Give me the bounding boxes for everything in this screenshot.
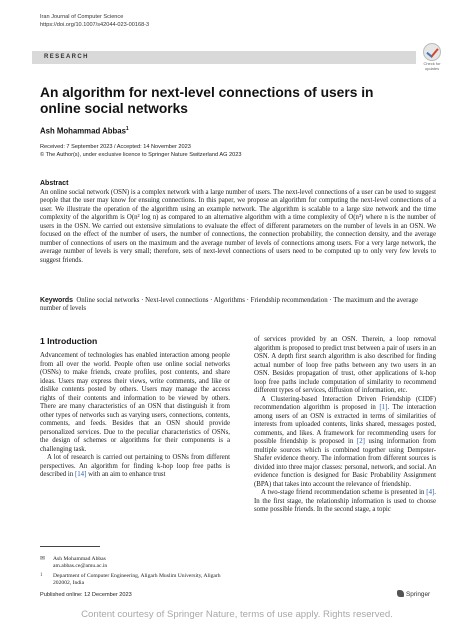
article-title: An algorithm for next-level connections of users in online social networks	[40, 85, 374, 116]
author-affil-marker: 1	[125, 126, 129, 132]
author-name-text: Ash Mohammad Abbas	[40, 126, 126, 136]
section-heading-introduction: 1 Introduction	[40, 336, 98, 346]
footnote-rule	[40, 546, 100, 547]
check-updates-label: Check for updates	[423, 61, 441, 71]
published-date: Published online: 12 December 2023	[40, 592, 132, 598]
author-email-link[interactable]: am.abbas.ce@amu.ac.in	[53, 562, 108, 569]
envelope-icon: ✉	[40, 556, 46, 562]
received-accepted: Received: 7 September 2023 / Accepted: 14 November 2023	[40, 144, 191, 150]
keywords-text: Online social networks · Next-level connections · Algorithms · Friendship recommendation · The maximum and the average number of levels	[40, 297, 418, 313]
citation-link[interactable]: [2]	[356, 438, 365, 445]
corresponding-author-name: Ash Mohammad Abbas	[53, 556, 106, 562]
check-for-updates-badge[interactable]	[421, 43, 443, 77]
paragraph	[254, 396, 436, 490]
copyright-line: © The Author(s), under exclusive licence to Springer Nature Switzerland AG 2023	[40, 151, 242, 158]
citation-link[interactable]: [4]	[426, 489, 435, 496]
abstract-heading: Abstract	[40, 180, 69, 187]
citation-link[interactable]: [14]	[74, 471, 87, 478]
affiliation-text: Department of Computer Engineering, Aligarh Muslim University, Aligarh 202002, India	[53, 573, 221, 586]
journal-name: Iran Journal of Computer Science	[40, 14, 124, 20]
publisher-name: Springer	[406, 591, 431, 598]
keywords	[40, 297, 436, 314]
section-tag-bar	[32, 51, 416, 64]
paragraph-text: . In the first stage, the relationship information is used to choose some possible friends. In the second stage, a topic	[254, 489, 436, 513]
paragraph-text: . The interaction among users of an OSN is extracted in terms of similarities of interests from uploaded contents, links shared, messages posted, comments, and likes. A framework for recommending users for possible friendship is proposed in	[254, 404, 436, 445]
body-column-right	[254, 336, 436, 515]
doi-link[interactable]: https://doi.org/10.1007/s42044-023-00168-3	[40, 22, 150, 28]
check-updates-icon	[423, 43, 441, 61]
paragraph	[254, 489, 436, 515]
keywords-label: Keywords	[40, 297, 73, 304]
springer-horse-icon	[397, 590, 404, 597]
paragraph-text: using information from multiple sources which is combined together using Dempster-Shafer evidence theory. The information from different sources is divided into three major classes: personal, network, and social. An evidence function is designed for Basic Probability Assignment (BPA) that takes into account the relevance of friendship.	[254, 438, 437, 488]
paragraph-text: A two-stage friend recommendation scheme is presented in	[261, 489, 427, 496]
section-tag: RESEARCH	[44, 54, 89, 60]
paragraph	[40, 454, 230, 480]
abstract-text: An online social network (OSN) is a complex network with a large number of users. The next-level connections of a user can be used to suggest people that the user may know for ensuing connections. In this paper, we propose an algorithm for computing the next-level connections of a user. We illustrate the operation of the algorithm using an example network. The algorithm is scalable to a large size network and the time complexity of the algorithm is O(n² log n) as compared to an alternative algorithm with a time complexity of O(n³) where n is the number of users in the OSN. We carried out extensive simulations to evaluate the effect of different parameters on the number of levels in an OSN. We focused on the effect of the number of users, the number of connections, the connection probability, the connection density, and the average number of connections of users on the maximum and the average number of levels of connections among users. For a very large network, the average number of levels is very small; therefore, sets of next-level connections of users need to be computed up to only very few levels to suggest friends.	[40, 189, 436, 264]
publisher-logo[interactable]	[397, 590, 430, 598]
paragraph: Advancement of technologies has enabled interaction among people from all over the world. People often use online social networks (OSNs) to make friends, create profiles, post contents, and share ideas. Users may express their views, write comments, and like or dislike contents posted by others. Users may manage the access rights of their contents and information to be viewed by others. There are many characteristics of an OSN that distinguish it from other types of networks such as varying users, connections, contents, comments, and feeds. Besides that an OSN should provide personalized services. Due to the peculiar characteristics of OSNs, the design of schemes or algorithms for their components is a challenging task.	[40, 352, 230, 453]
body-column-left	[40, 352, 230, 480]
paragraph-text: A Clustering-based Interaction Driven Friendship (CIDF) recommendation algorithm is proposed in	[254, 395, 436, 411]
paragraph-text: A lot of research is carried out pertaining to OSNs from different perspectives. An algorithm for finding k-hop loop free paths is described in	[40, 454, 230, 478]
citation-link[interactable]: [1]	[379, 404, 388, 411]
affiliation-marker: 1	[40, 573, 43, 578]
paragraph-text: with an aim to enhance trust	[86, 471, 166, 478]
author-name[interactable]	[40, 126, 129, 136]
paragraph: of services provided by an OSN. Therein, a loop removal algorithm is proposed to predict trust between a pair of users in an OSN. A depth first search algorithm is also described for finding actual number of loop free paths between any two users in an OSN. Besides propagation of trust, other applications of k-hop loop free paths include computation of similarity to recommend different types of services, diffusion of information, etc.	[254, 336, 436, 394]
courtesy-notice: Content courtesy of Springer Nature, terms of use apply. Rights reserved.	[81, 609, 393, 620]
article-dates	[40, 144, 241, 159]
corresponding-author	[53, 556, 233, 570]
